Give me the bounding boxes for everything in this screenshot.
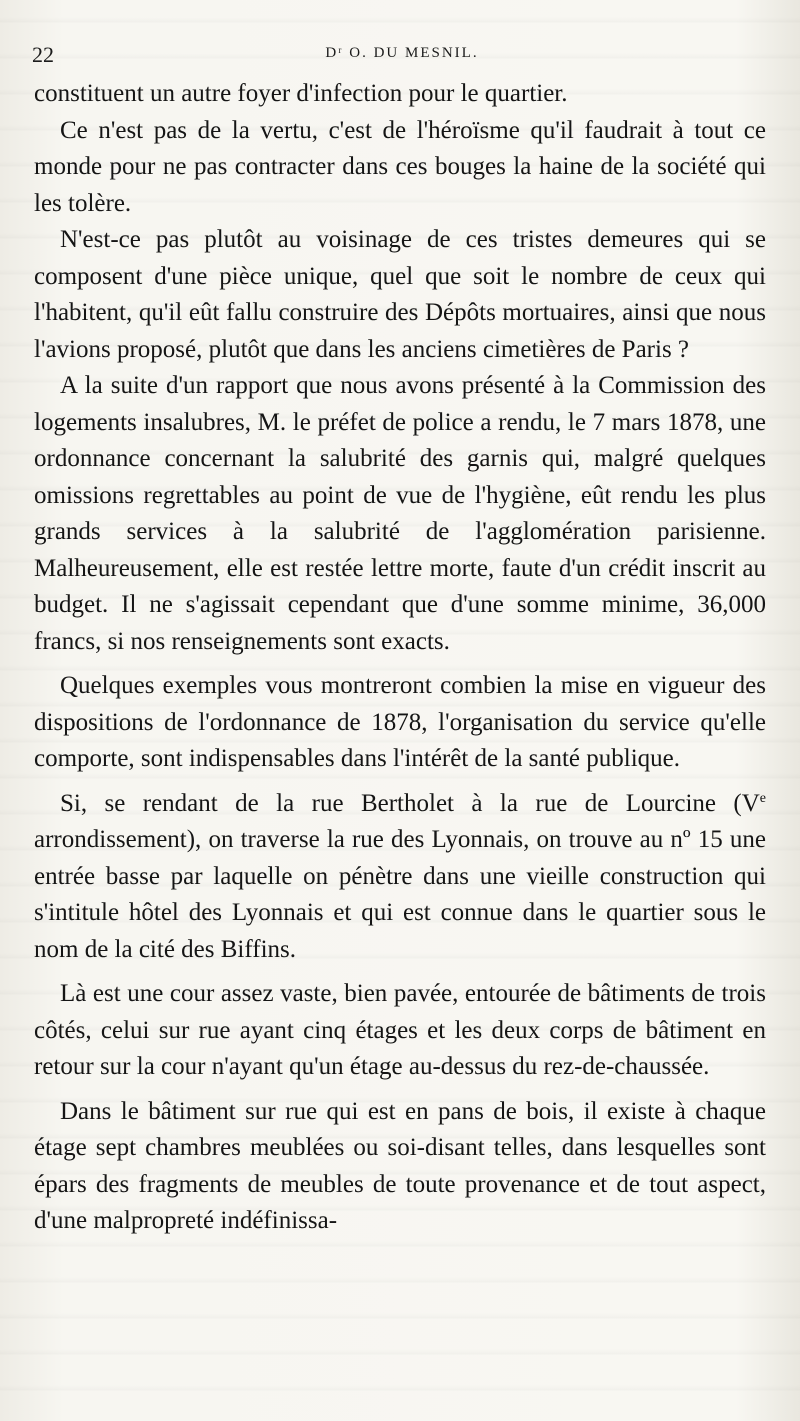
paragraph-text: arrondissement), on traverse la rue des Lyonnais, on trouve au nº 15 une entrée basse par laquelle on pénètre dans une vieille construction qui s'intitule hôtel des Lyonnais et qui est connue dans le quartier sous le nom de la cité des Biffins. [34, 826, 766, 963]
page-header [32, 42, 772, 68]
paragraph: Là est une cour assez vaste, bien pavée, entourée de bâtiments de trois côtés, celui sur rue ayant cinq étages et les deux corps de bâtiment en retour sur la cour n'ayant qu'un étage au-dessus du rez-de-chaussée. [34, 980, 766, 1080]
paragraph [34, 786, 766, 969]
body-text [34, 76, 766, 1240]
page-number: 22 [32, 42, 54, 67]
superscript: e [759, 790, 766, 806]
paragraph: Quelques exemples vous montreront combien la mise en vigueur des dispositions de l'ordonnance de 1878, l'organisation du service qu'elle comporte, sont indispensables dans l'intérêt de la santé publique. [34, 672, 766, 772]
running-head: Dʳ O. DU MESNIL. [325, 45, 479, 61]
paragraph: Ce n'est pas de la vertu, c'est de l'héroïsme qu'il faudrait à tout ce monde pour ne pas contracter dans ces bouges la haine de la société qui les tolère. [34, 116, 766, 217]
paragraph: Dans le bâtiment sur rue qui est en pans de bois, il existe à chaque étage sept chambres meublées ou soi-disant telles, dans lesquelles sont épars des fragments de meubles de toute provenance et de tout aspect, d'une malpropreté indéfinissa- [34, 1097, 766, 1234]
paragraph: N'est-ce pas plutôt au voisinage de ces tristes demeures qui se composent d'une pièce unique, quel que soit le nombre de ceux qui l'habitent, qu'il eût fallu construire des Dépôts mortuaires, ainsi que nous l'avions proposé, plutôt que dans les anciens cimetières de Paris ? [34, 226, 766, 363]
paragraph-text: Si, se rendant de la rue Bertholet à la rue de Lourcine (V [60, 789, 760, 817]
paragraph: constituent un autre foyer d'infection pour le quartier. [34, 80, 568, 107]
paragraph: A la suite d'un rapport que nous avons présenté à la Commission des logements insalubres, M. le préfet de police a rendu, le 7 mars 1878, une ordonnance concernant la salubrité des garnis qui, malgré quelques omissions regrettables au point de vue de l'hygiène, eût rendu les plus grands services à la salubrité de l'agglomération parisienne. Malheureusement, elle est restée lettre morte, faute d'un crédit inscrit au budget. Il ne s'agissait cependant que d'une somme minime, 36,000 francs, si nos renseignements sont exacts. [34, 372, 766, 655]
